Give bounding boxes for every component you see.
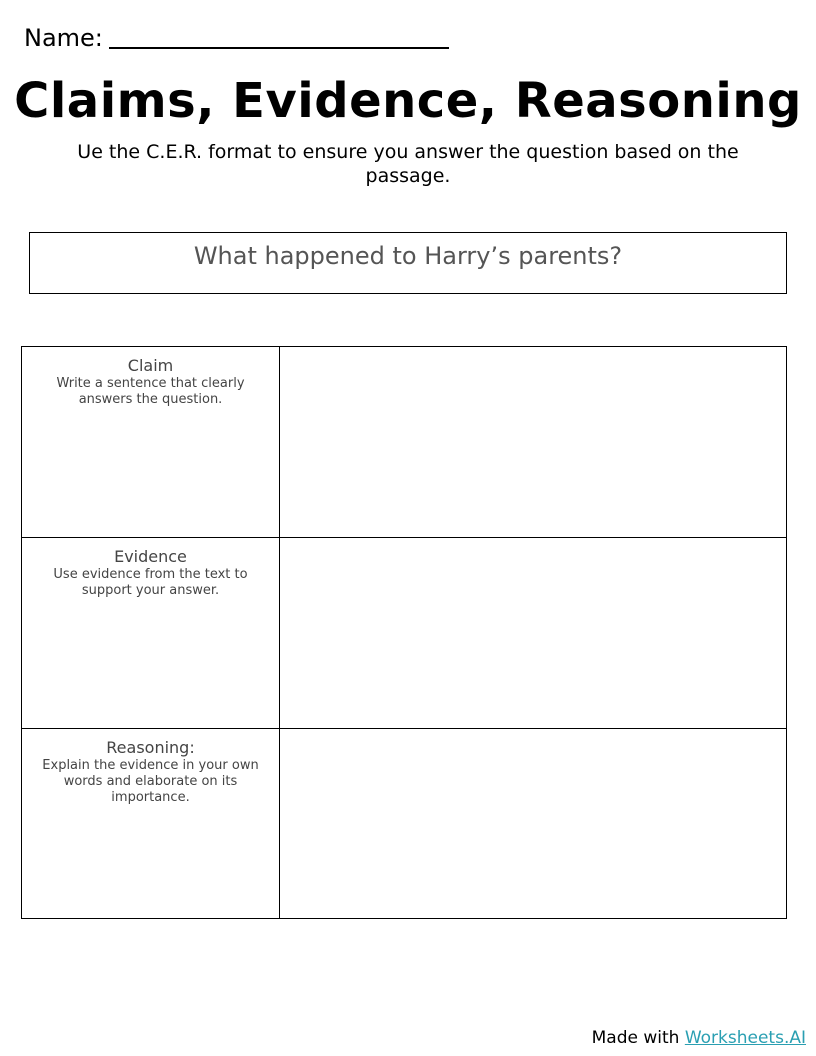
instructions: Ue the C.E.R. format to ensure you answer the question based on the passage. [77,141,739,187]
cer-table [21,346,787,919]
evidence-title: Evidence [114,547,187,566]
reasoning-label-cell [22,729,280,918]
name-blank-line [109,47,449,49]
reasoning-answer-cell[interactable] [280,729,786,918]
question-text: What happened to Harry’s parents? [193,242,623,270]
question-box [29,232,787,294]
footer-prefix: Made with [591,1028,685,1048]
name-row [24,24,449,52]
reasoning-description: Explain the evidence in your own words and elaborate on its importance. [42,758,259,805]
footer-credit [592,1027,806,1049]
claim-title: Claim [127,356,174,375]
claim-description: Write a sentence that clearly answers the question. [56,376,245,407]
worksheets-ai-link[interactable]: Worksheets.AI [684,1028,806,1048]
claim-answer-cell[interactable] [280,347,786,538]
claim-label-cell [22,347,280,538]
reasoning-title: Reasoning: [106,738,195,757]
evidence-label-cell [22,538,280,729]
evidence-description: Use evidence from the text to support your answer. [53,567,248,598]
page-title: Claims, Evidence, Reasoning [14,73,802,129]
name-label: Name: [24,24,103,52]
evidence-answer-cell[interactable] [280,538,786,729]
